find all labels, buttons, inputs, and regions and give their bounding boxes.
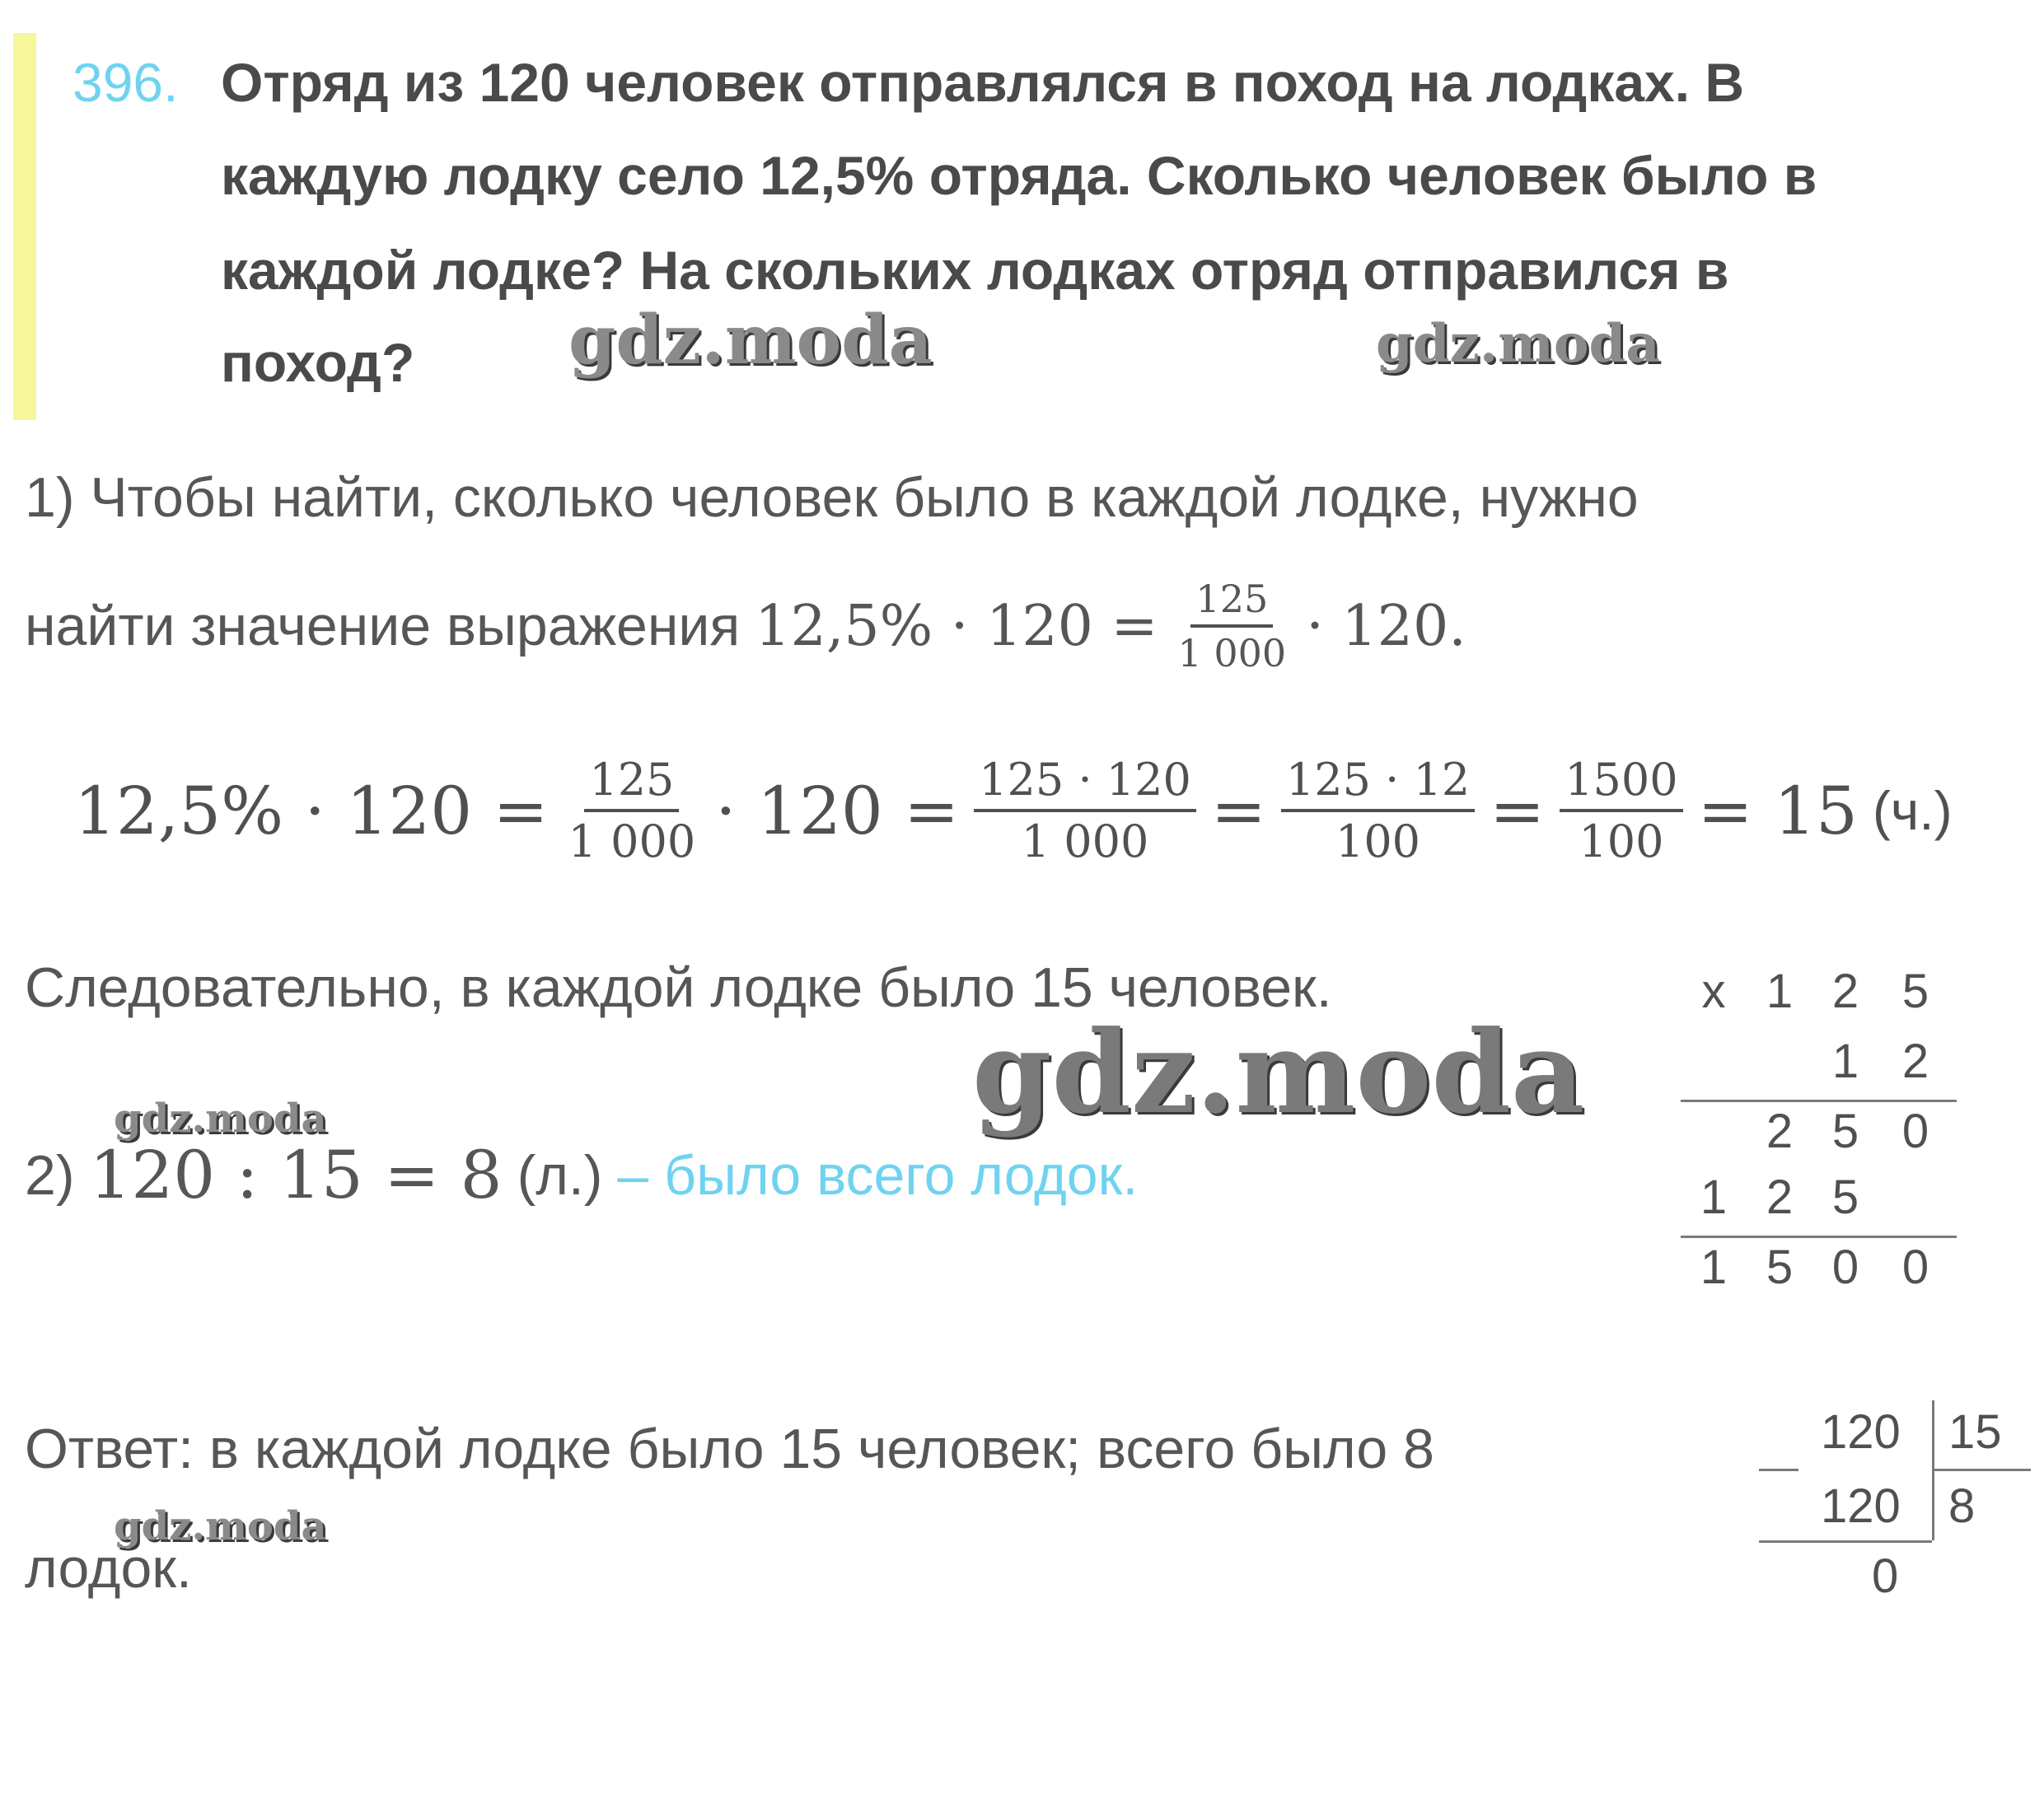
digit: 2 (1831, 965, 1859, 1018)
digit: 5 (1766, 1241, 1794, 1294)
problem-line-4: поход? (221, 332, 415, 393)
digit: 1 (1766, 965, 1794, 1018)
step2-unit: (л.) (517, 1143, 603, 1207)
fraction-numerator: 125 (1190, 577, 1273, 628)
minus-sign (1759, 1469, 1798, 1471)
digit: 5 (1831, 1171, 1859, 1224)
multiply-sign: x (1701, 965, 1726, 1018)
fraction-numerator: 1500 (1560, 754, 1682, 812)
divisor: 15 (1948, 1405, 2002, 1459)
watermark: gdz.moda (114, 1096, 327, 1142)
fraction-denominator: 1 000 (568, 815, 696, 867)
remainder: 0 (1872, 1549, 1899, 1603)
calc-left: 12,5% · 120 = (74, 772, 549, 849)
watermark: gdz.moda (972, 1005, 1585, 1139)
digit: 5 (1901, 965, 1929, 1018)
fraction-numerator: 125 (584, 754, 679, 812)
fraction-denominator: 100 (1335, 815, 1421, 867)
problem-number: 396. (72, 52, 179, 113)
digit: 5 (1831, 1105, 1859, 1158)
watermark: gdz.moda (114, 1503, 327, 1549)
digit: 1 (1700, 1241, 1728, 1294)
calc-fraction-2 (974, 754, 1196, 867)
step1-line1: 1) Чтобы найти, сколько человек было в каждой лодке, нужно (25, 466, 1639, 529)
calc-result: = 15 (1697, 772, 1858, 849)
fraction-numerator: 125 · 12 (1281, 754, 1475, 812)
fraction-numerator: 125 · 120 (974, 754, 1196, 812)
step2-note: – было всего лодок. (617, 1143, 1139, 1207)
dividend: 120 (1821, 1405, 1901, 1459)
divider-line (1681, 1100, 1957, 1102)
step1-text: найти значение выражения (25, 595, 741, 657)
divider-line (1681, 1236, 1957, 1238)
problem-line-2: каждую лодку село 12,5% отряда. Сколько человек было в (221, 145, 1817, 206)
divider-line (1759, 1540, 1932, 1543)
fraction-denominator: 1 000 (1021, 815, 1149, 867)
watermark: gdz.moda (1376, 313, 1660, 375)
digit: 0 (1831, 1241, 1859, 1294)
digit: 0 (1901, 1241, 1929, 1294)
division-bracket-line (1932, 1469, 2031, 1471)
watermark: gdz.moda (568, 301, 933, 380)
step2 (25, 1137, 1153, 1213)
step2-expr: 120 : 15 = 8 (89, 1137, 503, 1213)
calc-mid: · 120 = (715, 772, 960, 849)
step1-expr-left: 12,5% · 120 = (755, 593, 1158, 659)
calc-fraction-4 (1560, 754, 1682, 867)
quotient: 8 (1948, 1479, 1976, 1533)
digit: 1 (1700, 1171, 1728, 1224)
calc-eq-2: = (1490, 772, 1546, 849)
calc-fraction-1 (564, 754, 701, 867)
calc-fraction-3 (1281, 754, 1475, 867)
main-calculation (74, 754, 1967, 867)
digit: 2 (1901, 1035, 1929, 1088)
problem-line-3: каждой лодке? На скольких лодках отряд отправился в (221, 240, 1729, 301)
digit: 2 (1766, 1105, 1794, 1158)
step1-expr-right: · 120. (1306, 593, 1466, 659)
problem-line-1: Отряд из 120 человек отправлялся в поход на лодках. В (221, 52, 1745, 113)
step2-prefix: 2) (25, 1143, 75, 1207)
calc-unit: (ч.) (1872, 780, 1953, 841)
digit: 2 (1766, 1171, 1794, 1224)
digit: 1 (1831, 1035, 1859, 1088)
fraction-denominator: 100 (1579, 815, 1664, 867)
highlight-bar (13, 33, 36, 420)
subtrahend: 120 (1821, 1479, 1901, 1533)
step1-fraction (1172, 577, 1291, 675)
fraction-denominator: 1 000 (1177, 631, 1287, 675)
step1-line2 (25, 577, 1481, 675)
answer-line2: лодок. (25, 1537, 192, 1600)
conclusion: Следовательно, в каждой лодке было 15 человек. (25, 956, 1332, 1019)
answer-line1: Ответ: в каждой лодке было 15 человек; всего было 8 (25, 1418, 1434, 1480)
digit: 0 (1901, 1105, 1929, 1158)
calc-eq-1: = (1210, 772, 1266, 849)
